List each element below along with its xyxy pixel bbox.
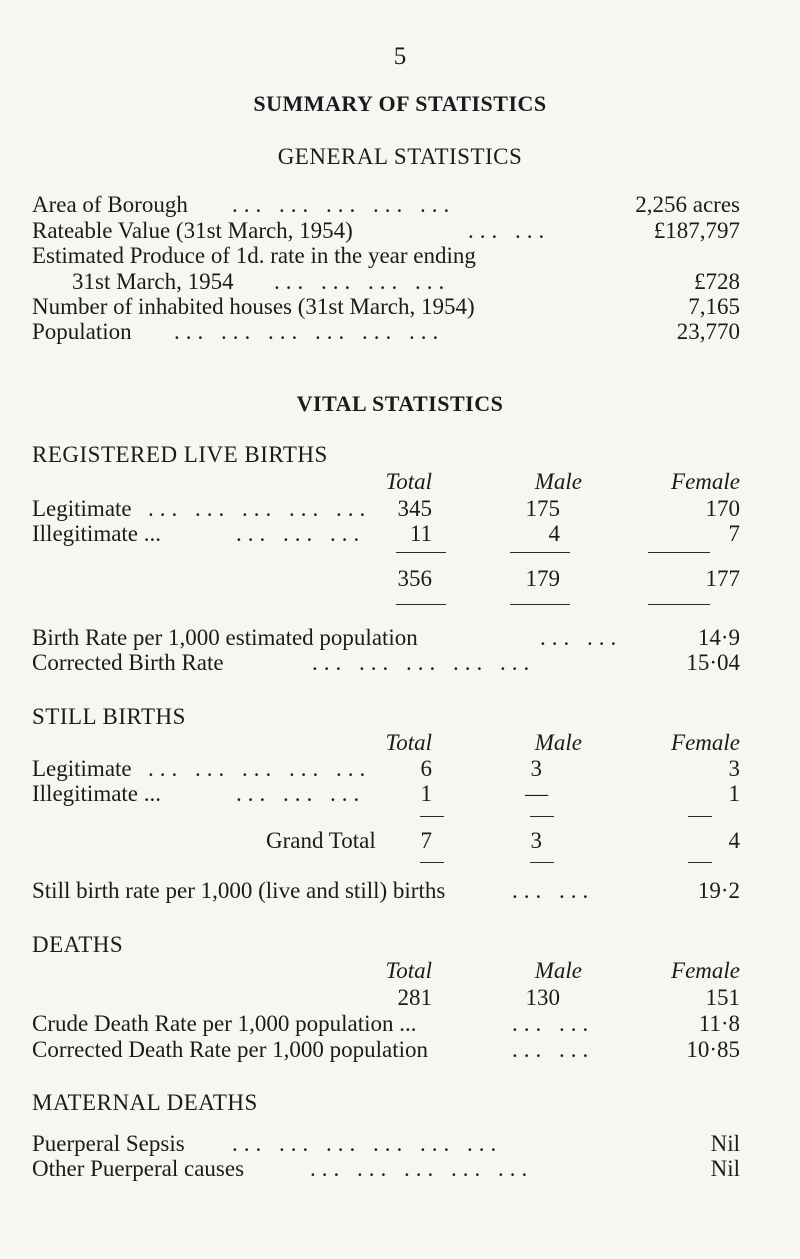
cell-female: 3: [728, 756, 740, 781]
cell-female: 170: [705, 496, 740, 521]
grand-female: 4: [728, 828, 740, 853]
grand-male: 3: [530, 828, 542, 853]
row-dots: ... ...: [512, 1037, 595, 1062]
col-female: Female: [671, 730, 740, 755]
col-male: Male: [534, 958, 582, 983]
row-dots: ... ... ... ... ...: [148, 756, 372, 781]
row-label: Puerperal Sepsis: [32, 1131, 185, 1156]
deaths-female: 151: [705, 985, 740, 1010]
page-number: 5: [393, 43, 407, 70]
sum-male: 179: [525, 566, 560, 591]
row-label: Illegitimate ...: [32, 521, 162, 546]
birth-rate-value: 14·9: [697, 625, 740, 650]
divider: [510, 604, 570, 605]
row-dots: ... ... ... ... ...: [148, 496, 372, 521]
cell-total: 11: [409, 521, 432, 546]
houses-value: 7,165: [688, 294, 740, 319]
row-dots: ... ... ... ... ... ...: [174, 319, 445, 344]
row-dots: ... ... ... ... ...: [310, 1156, 534, 1181]
deaths-male: 130: [525, 985, 560, 1010]
divider: [688, 816, 712, 817]
col-female: Female: [671, 469, 740, 494]
general-statistics-heading: GENERAL STATISTICS: [277, 144, 523, 169]
col-male: Male: [534, 730, 582, 755]
row-dots: ... ... ... ...: [274, 269, 451, 294]
page-title: SUMMARY OF STATISTICS: [253, 91, 547, 116]
row-dots: ... ...: [512, 1011, 595, 1036]
row-dots: ... ... ... ... ... ...: [232, 1131, 503, 1156]
row-label: Still birth rate per 1,000 (live and still) births: [32, 878, 446, 903]
cell-male: 175: [525, 496, 560, 521]
row-label: Rateable Value (31st March, 1954): [32, 218, 353, 243]
grand-total: 7: [420, 828, 432, 853]
row-label: Illegitimate ...: [32, 781, 162, 806]
row-label: Crude Death Rate per 1,000 population ...: [32, 1011, 417, 1036]
cell-male: 3: [530, 756, 542, 781]
still-birth-rate-value: 19·2: [697, 878, 740, 903]
cell-total: 6: [420, 756, 432, 781]
col-male: Male: [534, 469, 582, 494]
col-total: Total: [385, 958, 432, 983]
divider: [530, 816, 554, 817]
population-value: 23,770: [676, 319, 740, 344]
divider: [420, 816, 444, 817]
vital-statistics-heading: VITAL STATISTICS: [296, 391, 504, 416]
cell-male: 4: [548, 521, 560, 546]
divider: [648, 604, 710, 605]
cell-female: 1: [728, 781, 740, 806]
still-births-heading: STILL BIRTHS: [32, 704, 186, 729]
divider: [396, 604, 446, 605]
row-dots: ... ... ...: [236, 781, 366, 806]
col-total: Total: [385, 730, 432, 755]
sum-total: 356: [397, 566, 432, 591]
cell-total: 345: [397, 496, 432, 521]
area-value: 2,256 acres: [635, 192, 740, 217]
cell-total: 1: [420, 781, 432, 806]
puerperal-sepsis-value: Nil: [710, 1131, 740, 1156]
row-dots: ... ... ... ... ...: [232, 192, 456, 217]
penny-rate-value: £728: [694, 269, 740, 294]
row-label: Birth Rate per 1,000 estimated population: [32, 625, 418, 650]
rateable-value: £187,797: [653, 218, 740, 243]
row-label: 31st March, 1954: [72, 269, 234, 294]
row-dots: ... ...: [468, 218, 551, 243]
row-dots: ... ... ...: [236, 521, 366, 546]
row-label: Corrected Birth Rate: [32, 650, 224, 675]
deaths-heading: DEATHS: [32, 932, 124, 957]
divider: [420, 862, 444, 863]
cell-male: —: [525, 781, 548, 806]
row-label: Legitimate: [32, 756, 132, 781]
other-puerperal-value: Nil: [710, 1156, 740, 1181]
corrected-birth-rate-value: 15·04: [686, 650, 740, 675]
deaths-total: 281: [397, 985, 432, 1010]
divider: [530, 862, 554, 863]
divider: [648, 552, 710, 553]
crude-death-rate-value: 11·8: [698, 1011, 740, 1036]
sum-female: 177: [705, 566, 740, 591]
corrected-death-rate-value: 10·85: [686, 1037, 740, 1062]
grand-total-label: Grand Total: [266, 828, 376, 853]
divider: [510, 552, 570, 553]
row-label: Number of inhabited houses (31st March, 1954): [32, 294, 475, 319]
live-births-heading: REGISTERED LIVE BIRTHS: [32, 442, 328, 467]
row-label: Population: [32, 319, 132, 344]
cell-female: 7: [728, 521, 740, 546]
row-label: Other Puerperal causes: [32, 1156, 245, 1181]
maternal-deaths-heading: MATERNAL DEATHS: [32, 1090, 258, 1115]
col-total: Total: [385, 469, 432, 494]
divider: [396, 552, 446, 553]
row-dots: ... ...: [512, 878, 595, 903]
row-dots: ... ... ... ... ...: [312, 650, 536, 675]
row-label: Legitimate: [32, 496, 132, 521]
row-label: Area of Borough: [32, 192, 188, 217]
row-label: Corrected Death Rate per 1,000 population: [32, 1037, 428, 1062]
divider: [688, 862, 712, 863]
row-dots: ... ...: [540, 625, 623, 650]
row-label: Estimated Produce of 1d. rate in the year ending: [32, 243, 476, 268]
col-female: Female: [671, 958, 740, 983]
